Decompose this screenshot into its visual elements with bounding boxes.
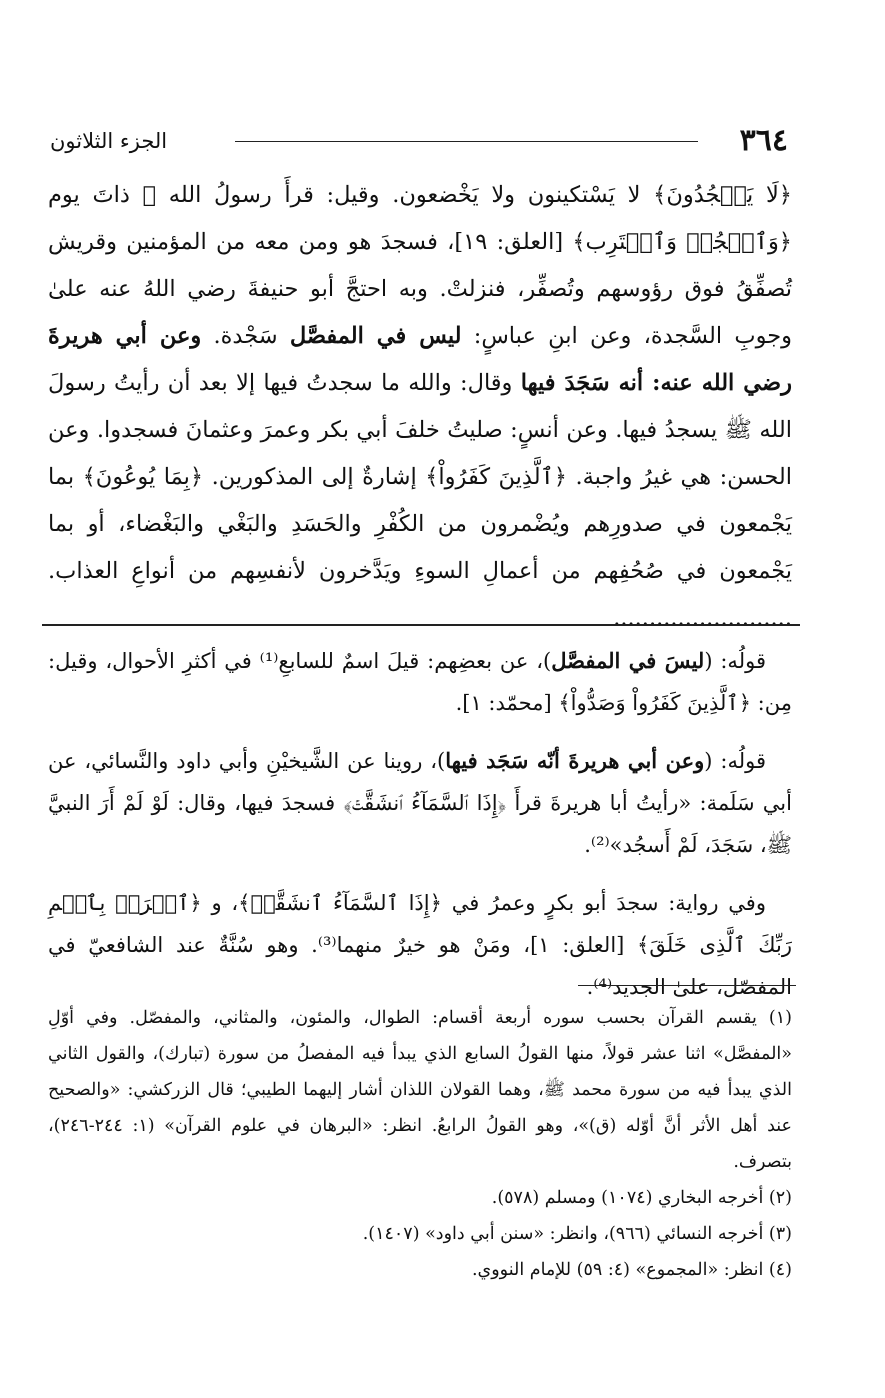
main-text-segment: وقال: والله ما سجدتُ فيها إلا بعد أن رأيتُ رسولَ الله ﷺ يسجدُ فيها. وعن أنسٍ: صليتُ خلفَ أبي بكر وعمرَ وعثمانَ فسجدوا. وعن الحسن: هي غيرُ واجبة. ﴿ٱلَّذِينَ كَفَرُواْ﴾ إشارةٌ إلى المذكورين. ﴿بِمَا يُوعُونَ﴾ بما يَجْمعون في صدورِهم ويُضْمرون من الكُفْرِ والحَسَدِ والبَغْي والبَغْضاء، أو بما يَجْمعون في صُحُفِهم من أعمالِ السوءِ ويَدَّخرون لأنفسِهم من أنواعِ العذاب. ......................... <box>48 370 792 631</box>
main-bold-phrase: وعن أبي هريرةَ رضي الله عنه: أنه سَجَدَ فيها <box>48 323 792 396</box>
page-number: ٣٦٤ <box>739 123 788 158</box>
main-bold-phrase: ليس في المفصَّل <box>289 323 462 349</box>
footnote-2: (٢) أخرجه البخاري (١٠٧٤) ومسلم (٥٧٨). <box>491 1188 792 1208</box>
commentary-quote: وعن أبي هريرةَ أنّه سَجَد فيها <box>445 748 705 773</box>
footnote-1: (١) يقسم القرآن بحسب سوره أربعة أقسام: الطوال، والمئون، والمثاني، والمفصّل. وفي أوّلِ «المفصَّل» اثنا عشر قولاً، منها القولُ السابع الذي يبدأ فيه المفصلُ من سورة (تبارك)، والقول الثاني الذي يبدأ فيه من سورة محمد ﷺ، وهما القولان اللذان أشار إليهما الطيبي؛ قال الزركشي: «والصحيح عند أهل الأثر أنَّ أوّله (ق)»، وهو القولُ الرابعُ. انظر: «البرهان في علوم القرآن» (١: ٢٤٤-٢٤٦)، بتصرف. <box>48 1008 792 1172</box>
main-divider <box>42 624 800 626</box>
commentary-paragraph <box>48 640 792 724</box>
footnote-divider <box>578 985 796 986</box>
commentary-quote: ليسَ في المفصَّل <box>551 648 705 673</box>
commentary-paragraph: وفي رواية: سجدَ أبو بكرٍ وعمرُ في ﴿إِذَا ٱلسَّمَآءُ ٱنشَقَّتۡ﴾، و ﴿ٱقۡرَأۡ بِٱسۡمِ رَبِّكَ ٱلَّذِى خَلَقَ﴾ [العلق: ١]، ومَنْ هو خيرٌ منهما⁽³⁾. وهو سُنَّةٌ عند الشافعيّ في المفصّل، علىٰ الجديد⁽⁴⁾. <box>48 891 792 999</box>
commentary-section <box>48 640 792 1024</box>
main-text <box>48 172 792 642</box>
running-title: الجزء الثلاثون <box>50 129 168 153</box>
commentary-text: )، عن بعضِهم: قيلَ اسمٌ للسابعِ⁽¹⁾ في أكثرِ الأحوال، وقيل: مِن: ﴿ٱلَّذِينَ كَفَرُواْ وَصَدُّواْ﴾ [محمّد: ١]. <box>48 649 792 715</box>
commentary-text: قولُه: ( <box>704 749 766 773</box>
main-text-segment: ﴿لَا يَسۡجُدُونَ﴾ لا يَسْتكينون ولا يَخْضعون. وقيل: قرأَ رسولُ الله ﷺ ذاتَ يوم ﴿وَٱسۡجُدۡ وَٱقۡتَرِب﴾ [العلق: ١٩]، فسجدَ هو ومن معه من المؤمنين وقريش تُصفِّقُ فوق رؤوسهم وتُصفِّر، فنزلتْ. وبه احتجَّ أبو حنيفةَ رضي اللهُ عنه علىٰ وجوبِ السَّجدة، وعن ابنِ عباسٍ: <box>48 182 792 349</box>
main-paragraph <box>48 172 792 642</box>
footnotes <box>48 1000 792 1288</box>
footnote-4: (٤) انظر: «المجموع» (٤: ٥٩) للإمام النووي. <box>471 1260 792 1280</box>
commentary-text: قولُه: ( <box>704 649 766 673</box>
page-header <box>50 122 788 162</box>
header-rule <box>235 141 698 142</box>
commentary-paragraph <box>48 740 792 866</box>
footnote-3: (٣) أخرجه النسائي (٩٦٦)، وانظر: «سنن أبي داود» (١٤٠٧). <box>362 1224 792 1244</box>
commentary-text: )، روينا عن الشَّيخيْنِ وأبي داود والنَّسائي، عن أبي سَلَمة: «رأيتُ أبا هريرةَ قرأَ ﴿إِذَا ٱلسَّمَآءُ ٱنشَقَّتۡ﴾ فسجدَ فيها، وقال: لَوْ لَمْ أَرَ النبيَّ ﷺ، سَجَدَ، لَمْ أَسجُد»⁽²⁾. <box>48 749 792 857</box>
main-text-segment: سَجْدة. <box>201 323 290 349</box>
